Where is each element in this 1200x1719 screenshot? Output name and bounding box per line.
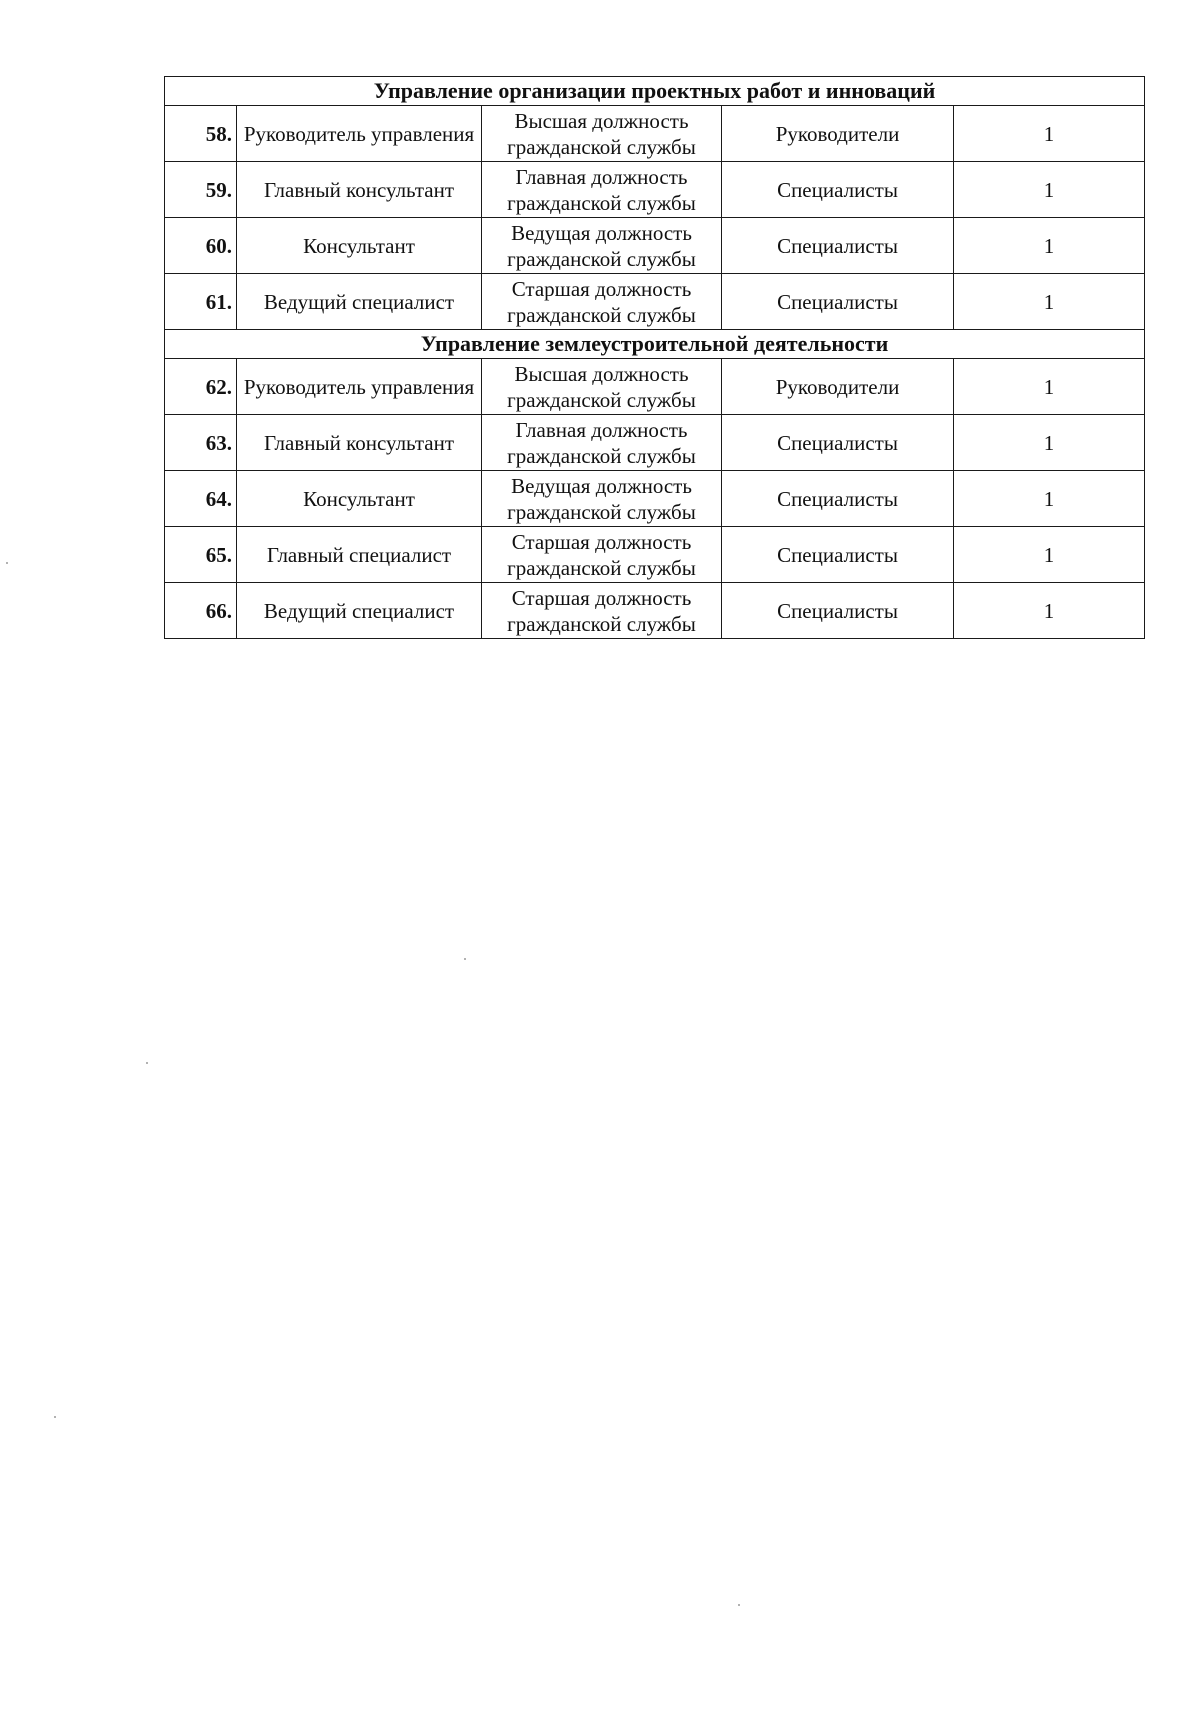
position-group: Главная должность гражданской службы [482,415,722,471]
position-group: Старшая должность гражданской службы [482,583,722,639]
position-title: Консультант [237,218,482,274]
position-title: Главный консультант [237,415,482,471]
table-row [165,527,1145,583]
position-title: Главный консультант [237,162,482,218]
scan-speck [54,1416,56,1418]
position-category: Специалисты [722,415,954,471]
staffing-table [164,76,1145,639]
position-count: 1 [954,162,1145,218]
position-title: Ведущий специалист [237,583,482,639]
scan-speck [738,1604,740,1606]
table-row [165,583,1145,639]
row-number: 59. [165,162,237,218]
position-group: Ведущая должность гражданской службы [482,471,722,527]
position-title: Консультант [237,471,482,527]
section-header-row [165,330,1145,359]
table-row [165,162,1145,218]
position-title: Ведущий специалист [237,274,482,330]
position-title: Главный специалист [237,527,482,583]
position-count: 1 [954,106,1145,162]
table-row [165,274,1145,330]
table-row [165,106,1145,162]
position-count: 1 [954,274,1145,330]
row-number: 60. [165,218,237,274]
position-count: 1 [954,471,1145,527]
section-header-row [165,77,1145,106]
row-number: 58. [165,106,237,162]
section-title: Управление организации проектных работ и инноваций [165,77,1145,106]
position-count: 1 [954,583,1145,639]
position-category: Руководители [722,106,954,162]
position-category: Специалисты [722,162,954,218]
position-category: Специалисты [722,471,954,527]
row-number: 65. [165,527,237,583]
row-number: 64. [165,471,237,527]
table-row [165,471,1145,527]
position-group: Ведущая должность гражданской службы [482,218,722,274]
position-group: Старшая должность гражданской службы [482,274,722,330]
position-count: 1 [954,527,1145,583]
position-category: Специалисты [722,527,954,583]
position-category: Специалисты [722,274,954,330]
row-number: 61. [165,274,237,330]
position-group: Главная должность гражданской службы [482,162,722,218]
position-title: Руководитель управления [237,106,482,162]
position-group: Высшая должность гражданской службы [482,359,722,415]
table-row [165,218,1145,274]
position-count: 1 [954,359,1145,415]
section-title: Управление землеустроительной деятельности [165,330,1145,359]
position-category: Специалисты [722,218,954,274]
position-group: Старшая должность гражданской службы [482,527,722,583]
row-number: 66. [165,583,237,639]
position-count: 1 [954,415,1145,471]
table-row [165,359,1145,415]
row-number: 63. [165,415,237,471]
position-title: Руководитель управления [237,359,482,415]
position-count: 1 [954,218,1145,274]
table-row [165,415,1145,471]
scan-speck [464,958,466,960]
position-category: Руководители [722,359,954,415]
scan-speck [146,1062,148,1064]
row-number: 62. [165,359,237,415]
position-group: Высшая должность гражданской службы [482,106,722,162]
scan-speck [6,562,8,564]
position-category: Специалисты [722,583,954,639]
